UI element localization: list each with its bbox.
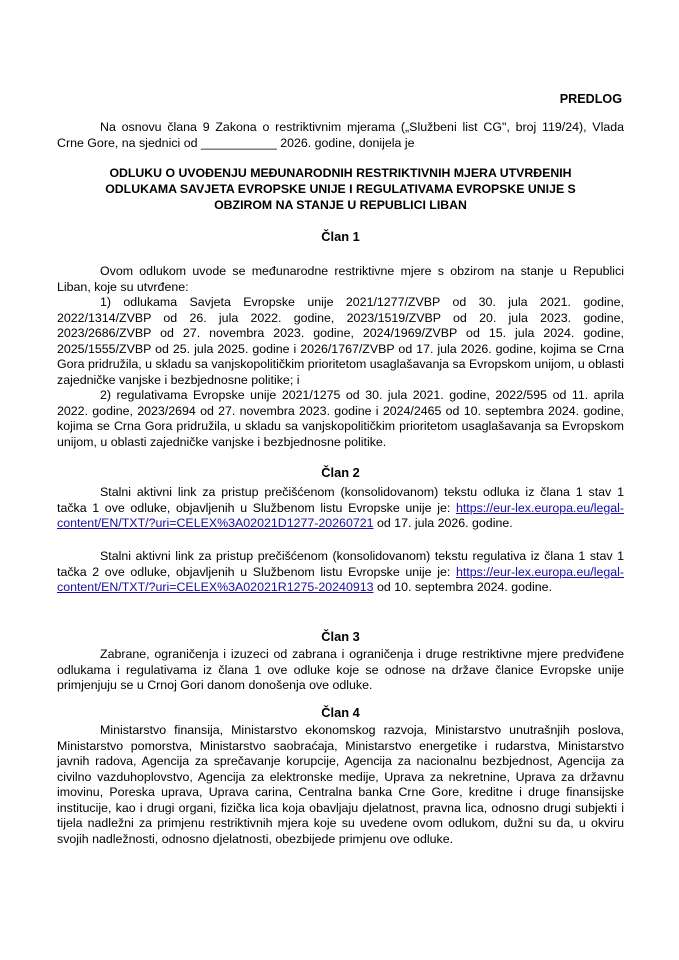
article-3-heading: Član 3	[321, 629, 360, 644]
article-1-heading: Član 1	[321, 229, 360, 244]
article-2-paragraph-1	[57, 485, 624, 532]
consolidated-decisions-link[interactable]: https://eur-lex.europa.eu/legal-content/EN/TXT/?uri=CELEX%3A02021D1277-20260721	[57, 500, 624, 530]
title-line-1: ODLUKU O UVOĐENJU MEĐUNARODNIH RESTRIKTIVNIH MJERA UTVRĐENIH	[109, 166, 572, 180]
article-4-heading: Član 4	[321, 705, 360, 720]
article-2-heading: Član 2	[321, 465, 360, 480]
article-2-p2-text: Stalni aktivni link za pristup prečišćenom (konsolidovanom) tekstu regulativa iz člana 1 stav 1 tačka 2 ove odluke, objavljenih u Službenom listu Evropske unije je:	[57, 549, 624, 579]
article-2-paragraph-2	[57, 549, 624, 596]
article-2-p2-date: od 10. septembra 2024. godine.	[373, 580, 552, 594]
article-2-p1-text: Stalni aktivni link za pristup prečišćenom (konsolidovanom) tekstu odluka iz člana 1 stav 1 tačka 1 ove odluke, objavljenih u Službenom listu Evropske unije je:	[57, 485, 624, 515]
title-line-2: ODLUKAMA SAVJETA EVROPSKE UNIJE I REGULATIVAMA EVROPSKE UNIJE S	[105, 182, 576, 196]
title-line-3: OBZIROM NA STANJE U REPUBLICI LIBAN	[214, 198, 467, 212]
article-2-p1-date: od 17. jula 2026. godine.	[373, 516, 513, 530]
article-3-paragraph: Zabrane, ograničenja i izuzeci od zabrana i ograničenja i druge restriktivne mjere predviđene odlukama i regulativama iz člana 1 ove odluke koje se odnose na države članice Evropske unije primjenjuju se u Crnoj Gori danom donošenja ove odluke.	[57, 647, 624, 692]
article-4-paragraph: Ministarstvo finansija, Ministarstvo ekonomskog razvoja, Ministarstvo unutrašnjih poslova, Ministarstvo pomorstva, Ministarstvo saobraćaja, Ministarstvo energetike i rudarstva, Ministarstvo javnih radova, Agencija za sprečavanje korupcije, Agencija za nacionalnu bezbjednost, Agencija za civilno vazduhoplovstvo, Agencija za elektronske medije, Uprava za nekretnine, Uprava za državnu imovinu, Poreska uprava, Uprava carina, Centralna banka Crne Gore, kreditne i druge finansijske institucije, kao i drugi organi, fizička lica koja obavljaju djelatnost, pravna lica, odnosno drugi subjekti i tijela nadležni za primjenu restriktivnih mjera koje su uvedene ovom odlukom, dužni su da, u okviru svojih nadležnosti, odnosno djelatnosti, obezbijede primjenu ove odluke.	[57, 723, 624, 846]
article-1-item-1: 1) odlukama Savjeta Evropske unije 2021/1277/ZVBP od 30. jula 2021. godine, 2022/1314/ZVBP od 26. jula 2022. godine, 2023/1519/ZVBP od 20. jula 2023. godine, 2023/2686/ZVBP od 27. novembra 2023. godine, 2024/1969/ZVBP od 15. jula 2024. godine, 2025/1555/ZVBP od 25. jula 2025. godine i 2026/1767/ZVBP od 17. jula 2026. godine, kojima se Crna Gora pridružila, u skladu sa vanjskopolitičkim prioritetom usaglašavanja sa Evropskom unijom, u oblasti zajedničke vanjske i bezbjednosne politike; i	[57, 295, 624, 387]
consolidated-regulations-link[interactable]: https://eur-lex.europa.eu/legal-content/EN/TXT/?uri=CELEX%3A02021R1275-20240913	[57, 564, 624, 594]
article-1-item-2: 2) regulativama Evropske unije 2021/1275 od 30. jula 2021. godine, 2022/595 od 11. aprila 2022. godine, 2023/2694 od 27. novembra 2023. godine i 2024/2465 od 10. septembra 2024. godine, kojima se Crna Gora pridružila, u skladu sa vanjskopolitičkim prioritetom usaglašavanja sa Evropskom unijom, u oblasti zajedničke vanjske i bezbjednosne politike.	[57, 388, 624, 449]
article-1-intro: Ovom odlukom uvode se međunarodne restriktivne mjere s obzirom na stanje u Republici Liban, koje su utvrđene:	[57, 264, 624, 294]
draft-label: PREDLOG	[559, 92, 622, 106]
document-title	[57, 165, 624, 213]
intro-paragraph: Na osnovu člana 9 Zakona o restriktivnim mjerama („Službeni list CG", broj 119/24), Vlada Crne Gore, na sjednici od ___________ 2026. godine, donijela je	[57, 120, 624, 150]
